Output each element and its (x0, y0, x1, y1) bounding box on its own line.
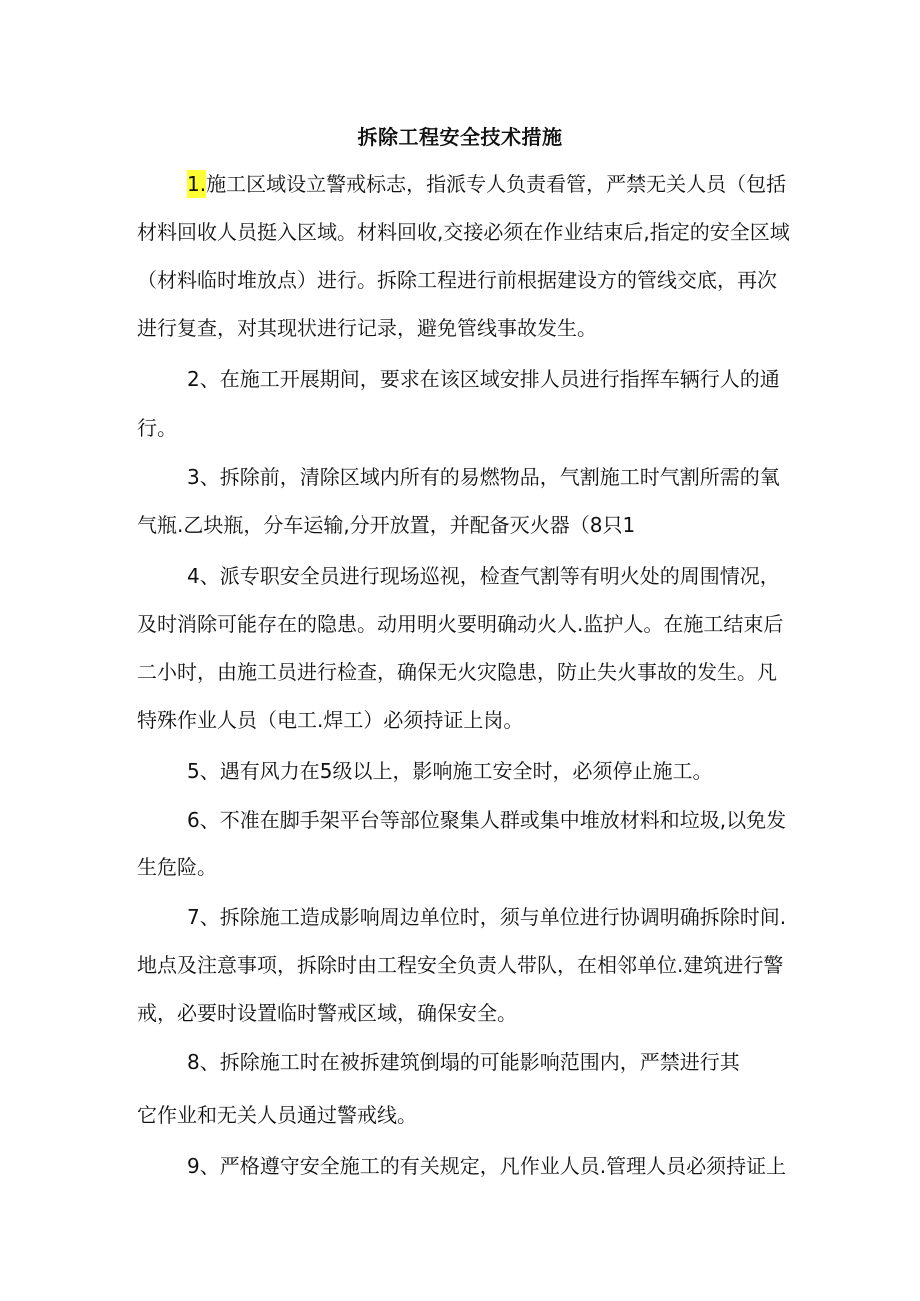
paragraph-line: 它作业和无关人员通过警戒线。 (137, 1103, 417, 1127)
paragraph-line: 材料回收人员挺入区域。材料回收,交接必须在作业结束后,指定的安全区域 (137, 220, 790, 244)
paragraph-line: 9、严格遵守安全施工的有关规定，凡作业人员.管理人员必须持证上 (187, 1154, 787, 1178)
paragraph-line: 戒，必要时设置临时警戒区域，确保安全。 (137, 1001, 517, 1025)
document-title: 拆除工程安全技术措施 (357, 125, 563, 149)
paragraph-line: 2、在施工开展期间，要求在该区域安排人员进行指挥车辆行人的通 (187, 367, 780, 391)
paragraph-line: 二小时，由施工员进行检查，确保无火灾隐患，防止失火事故的发生。凡 (137, 660, 777, 684)
paragraph-line: 生危险。 (137, 855, 217, 879)
paragraph-line: 气瓶.乙块瓶，分车运输,分开放置，并配备灭火器（8只1 (137, 513, 636, 537)
paragraph-line: （材料临时堆放点）进行。拆除工程进行前根据建设方的管线交底，再次 (137, 268, 777, 292)
paragraph-line: 及时消除可能存在的隐患。动用明火要明确动火人.监护人。在施工结束后 (137, 612, 784, 636)
paragraph-line: 特殊作业人员（电工.焊工）必须持证上岗。 (137, 708, 524, 732)
paragraph-line: 7、拆除施工造成影响周边单位时，须与单位进行协调明确拆除时间. (187, 905, 787, 929)
paragraph-line: 3、拆除前，清除区域内所有的易燃物品，气割施工时气割所需的氧 (187, 465, 780, 489)
paragraph-line: 地点及注意事项，拆除时由工程安全负责人带队，在相邻单位.建筑进行警 (137, 953, 784, 977)
paragraph-line: 行。 (137, 416, 177, 440)
paragraph-line: 8、拆除施工时在被拆建筑倒塌的可能影响范围内，严禁进行其 (187, 1050, 740, 1074)
paragraph-line: 4、派专职安全员进行现场巡视，检查气割等有明火处的周围情况， (187, 564, 780, 588)
paragraph-line: 进行复查，对其现状进行记录，避免管线事故发生。 (137, 316, 597, 340)
paragraph-line: 6、不准在脚手架平台等部位聚集人群或集中堆放材料和垃圾,以免发 (187, 808, 787, 832)
highlighted-item-number: 1. (187, 170, 206, 198)
paragraph-line: 5、遇有风力在5级以上，影响施工安全时，必须停止施工。 (187, 759, 713, 783)
paragraph-line: 1.施工区域设立警戒标志，指派专人负责看管，严禁无关人员（包括 (187, 170, 797, 198)
